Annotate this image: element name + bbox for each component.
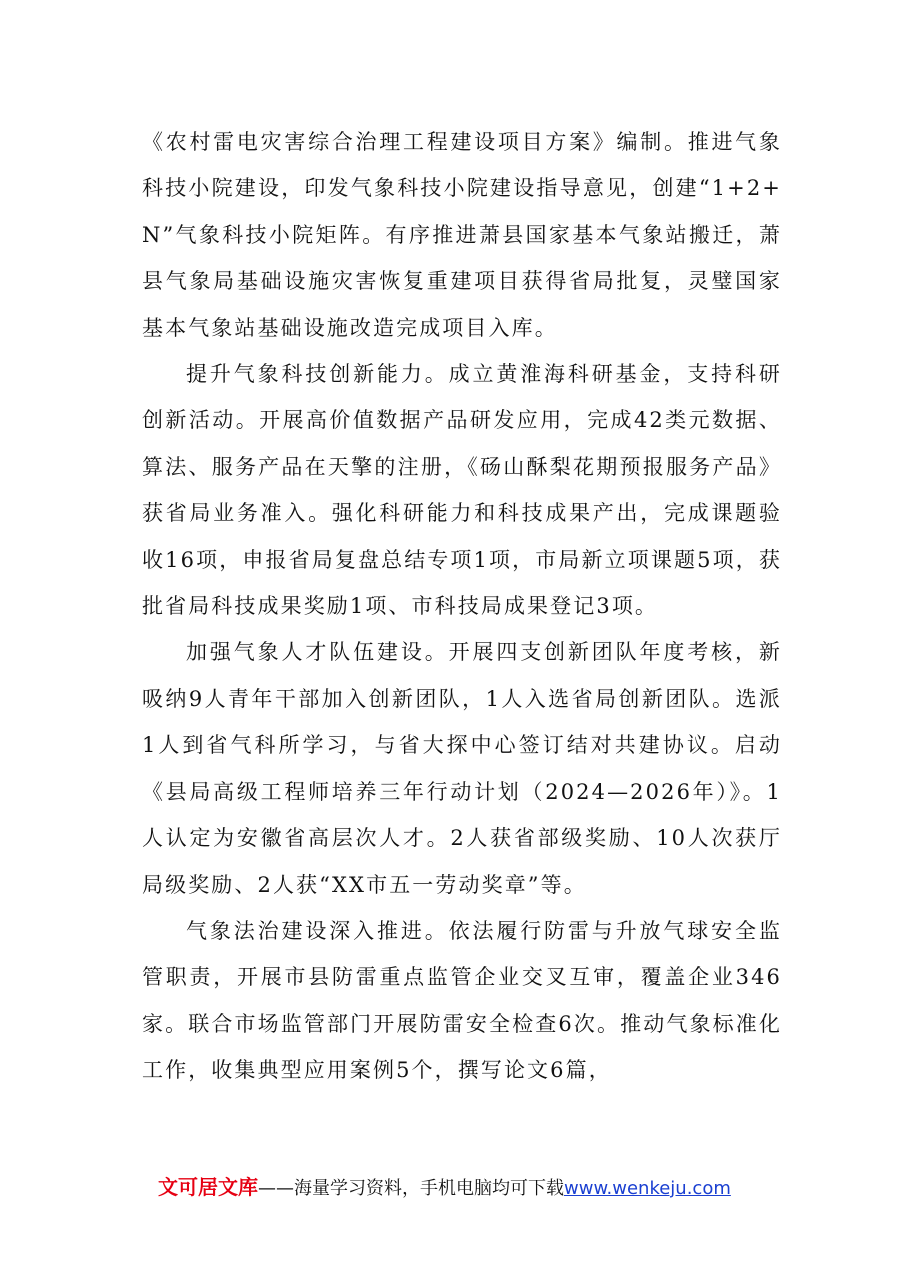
- footer-tagline: ——海量学习资料，手机电脑均可下载: [258, 1178, 564, 1199]
- paragraph-innovation-capacity: 提升气象科技创新能力。成立黄淮海科研基金，支持科研创新活动。开展高价值数据产品研发应用，完成42类元数据、算法、服务产品在天擎的注册，《砀山酥梨花期预报服务产品》获省局业务准入。强化科研能力和科技成果产出，完成课题验收16项，申报省局复盘总结专项1项，市局新立项课题5项，获批省局科技成果奖励1项、市科技局成果登记3项。: [142, 362, 782, 619]
- paragraph-project-plan: 《农村雷电灾害综合治理工程建设项目方案》编制。推进气象科技小院建设，印发气象科技小院建设指导意见，创建“1+2+N”气象科技小院矩阵。有序推进萧县国家基本气象站搬迁，萧县气象局基础设施灾害恢复重建项目获得省局批复，灵璧国家基本气象站基础设施改造完成项目入库。: [142, 130, 782, 340]
- document-body: [142, 119, 782, 1094]
- paragraph-rule-of-law: 气象法治建设深入推进。依法履行防雷与升放气球安全监管职责，开展市县防雷重点监管企业交叉互审，覆盖企业346家。联合市场监管部门开展防雷安全检查6次。推动气象标准化工作，收集典型应用案例5个，撰写论文6篇，: [142, 918, 782, 1083]
- paragraph-talent-team: 加强气象人才队伍建设。开展四支创新团队年度考核，新吸纳9人青年干部加入创新团队，1人入选省局创新团队。选派1人到省气科所学习，与省大探中心签订结对共建协议。启动《县局高级工程师培养三年行动计划（2024—2026年）》。1人认定为安徽省高层次人才。2人获省部级奖励、10人次获厅局级奖励、2人获“XX市五一劳动奖章”等。: [142, 640, 782, 897]
- footer-brand: 文可居文库: [158, 1175, 258, 1199]
- footer-website-link[interactable]: www.wenkeju.com: [564, 1178, 731, 1199]
- footer-banner: [158, 1174, 858, 1202]
